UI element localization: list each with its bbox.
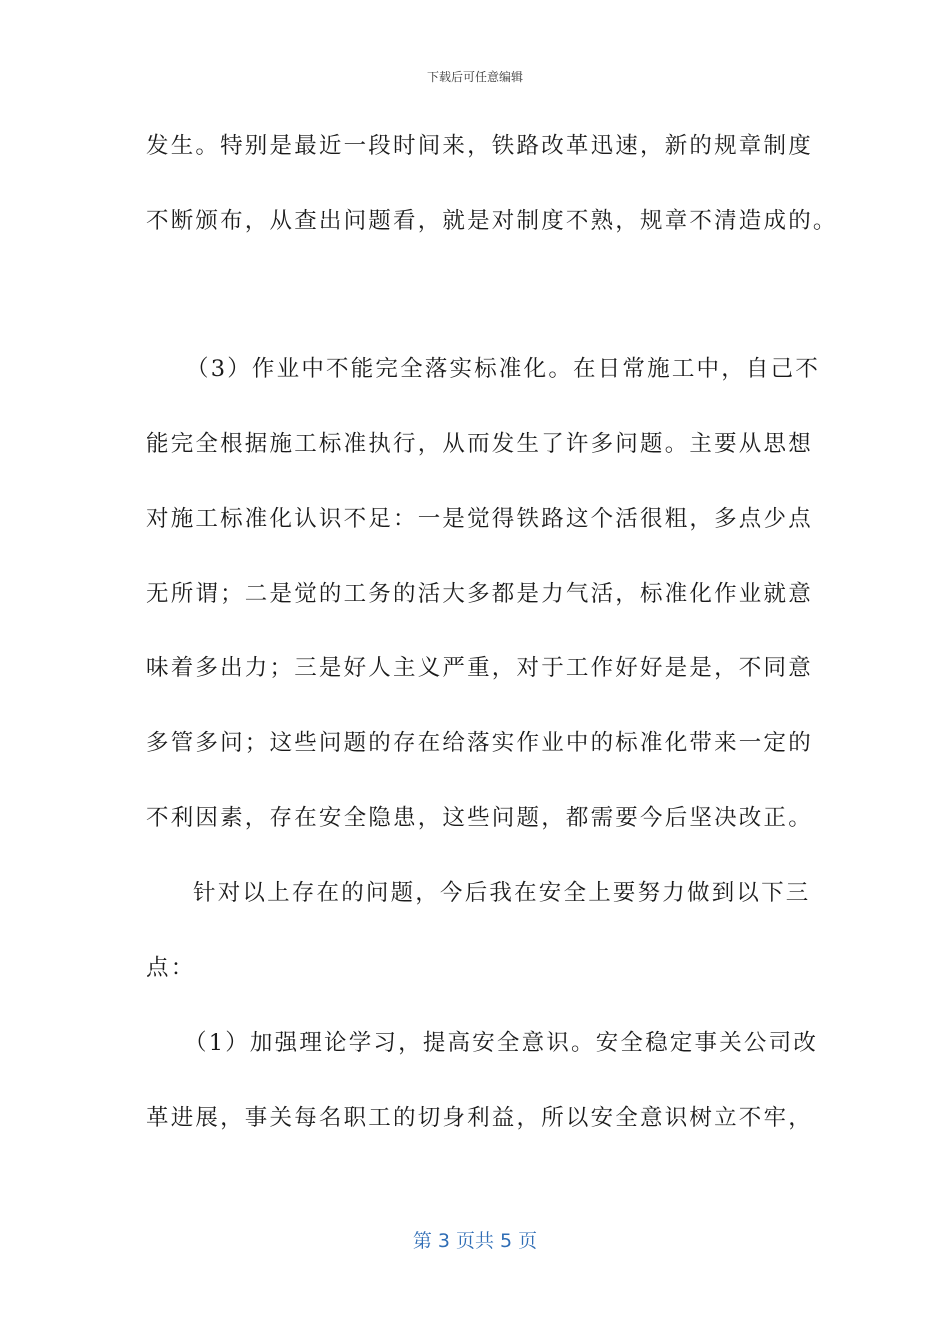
body-line: 不利因素，存在安全隐患，这些问题，都需要今后坚决改正。 <box>146 805 813 831</box>
body-line: （3）作业中不能完全落实标准化。在日常施工中，自己不 <box>186 356 821 382</box>
body-line: 革进展，事关每名职工的切身利益，所以安全意识树立不牢， <box>146 1105 813 1131</box>
body-line: 不断颁布，从查出问题看，就是对制度不熟，规章不清造成的。 <box>146 208 838 234</box>
page-number-footer: 第 3 页共 5 页 <box>412 1230 538 1252</box>
body-line: 对施工标准化认识不足：一是觉得铁路这个活很粗，多点少点 <box>146 506 813 532</box>
body-line: 味着多出力；三是好人主义严重，对于工作好好是是，不同意 <box>146 655 813 681</box>
body-line: 点： <box>146 955 196 981</box>
body-line: （1）加强理论学习，提高安全意识。安全稳定事关公司改 <box>184 1030 819 1056</box>
body-line: 针对以上存在的问题，今后我在安全上要努力做到以下三 <box>193 880 811 906</box>
body-line: 多管多问；这些问题的存在给落实作业中的标准化带来一定的 <box>146 730 813 756</box>
body-line: 发生。特别是最近一段时间来，铁路改革迅速，新的规章制度 <box>146 133 813 159</box>
body-line: 无所谓；二是觉的工务的活大多都是力气活，标准化作业就意 <box>146 581 813 607</box>
page-header-note: 下载后可任意编辑 <box>426 70 523 84</box>
body-line: 能完全根据施工标准执行，从而发生了许多问题。主要从思想 <box>146 431 813 457</box>
